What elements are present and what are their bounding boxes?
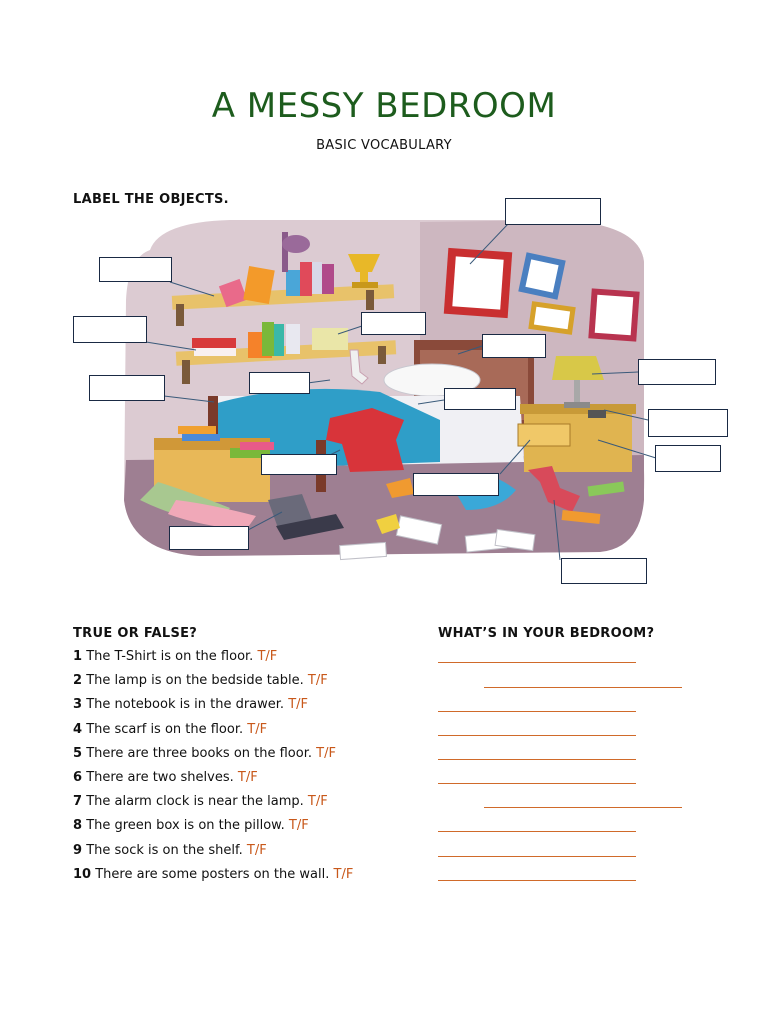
- page-title: A MESSY BEDROOM: [211, 86, 557, 126]
- answer-line-10[interactable]: [438, 880, 636, 881]
- label-box-alarm-clock[interactable]: [648, 409, 728, 437]
- label-box-t-shirt[interactable]: [261, 454, 337, 475]
- tf-item-6: 6 There are two shelves. T/F: [73, 769, 258, 785]
- tf-marker[interactable]: T/F: [257, 649, 278, 664]
- label-box-scarf[interactable]: [561, 558, 647, 584]
- tf-item-4: 4 The scarf is on the floor. T/F: [73, 721, 268, 737]
- tf-item-7: 7 The alarm clock is near the lamp. T/F: [73, 794, 328, 810]
- label-box-lamp[interactable]: [638, 359, 716, 385]
- bedroom-question-heading: WHAT’S IN YOUR BEDROOM?: [438, 626, 655, 641]
- answer-line-2[interactable]: [484, 687, 682, 688]
- label-box-drawer[interactable]: [413, 473, 499, 496]
- true-false-list: [73, 648, 353, 890]
- drawer: [518, 424, 570, 446]
- tf-item-2: 2 The lamp is on the bedside table. T/F: [73, 673, 328, 689]
- label-box-box[interactable]: [361, 312, 426, 335]
- tf-marker[interactable]: T/F: [288, 697, 309, 713]
- label-box-shelf[interactable]: [73, 316, 147, 343]
- label-box-laptop[interactable]: [169, 526, 249, 550]
- label-box-books[interactable]: [99, 257, 172, 282]
- answer-line-8[interactable]: [438, 831, 636, 832]
- answer-line-9[interactable]: [438, 856, 636, 857]
- label-box-sock[interactable]: [249, 372, 310, 394]
- tf-marker[interactable]: T/F: [307, 794, 328, 810]
- tf-marker[interactable]: T/F: [316, 745, 336, 761]
- tf-item-10: 10 There are some posters on the wall. T/F: [73, 866, 354, 882]
- tf-marker[interactable]: T/F: [288, 818, 309, 834]
- true-false-heading: TRUE OR FALSE?: [73, 626, 198, 641]
- label-box-notebook[interactable]: [444, 388, 516, 410]
- answer-line-1[interactable]: [438, 662, 636, 663]
- tf-marker[interactable]: T/F: [237, 769, 258, 785]
- lamp: [552, 356, 604, 380]
- label-box-posters[interactable]: [505, 198, 601, 225]
- tf-item-3: 3 The notebook is in the drawer. T/F: [73, 697, 309, 713]
- answer-line-6[interactable]: [438, 783, 636, 784]
- tf-item-9: 9 The sock is on the shelf. T/F: [73, 842, 267, 858]
- label-box-bed[interactable]: [89, 375, 165, 401]
- tf-marker[interactable]: T/F: [246, 842, 267, 858]
- page-subtitle: BASIC VOCABULARY: [316, 138, 452, 153]
- tf-item-5: 5 There are three books on the floor. T/F: [73, 745, 336, 761]
- tf-marker[interactable]: T/F: [333, 866, 354, 882]
- answer-line-4[interactable]: [438, 735, 636, 736]
- tf-item-1: 1 The T-Shirt is on the floor. T/F: [73, 649, 278, 664]
- label-box-pillow[interactable]: [482, 334, 546, 358]
- tf-marker[interactable]: T/F: [247, 721, 268, 737]
- tf-marker[interactable]: T/F: [307, 673, 328, 689]
- answer-line-5[interactable]: [438, 759, 636, 760]
- tf-item-8: 8 The green box is on the pillow. T/F: [73, 818, 309, 834]
- label-section-heading: LABEL THE OBJECTS.: [73, 192, 229, 207]
- label-box-bedside-table[interactable]: [655, 445, 721, 472]
- answer-line-7[interactable]: [484, 807, 682, 808]
- alarm-clock: [588, 410, 606, 418]
- answer-line-3[interactable]: [438, 711, 636, 712]
